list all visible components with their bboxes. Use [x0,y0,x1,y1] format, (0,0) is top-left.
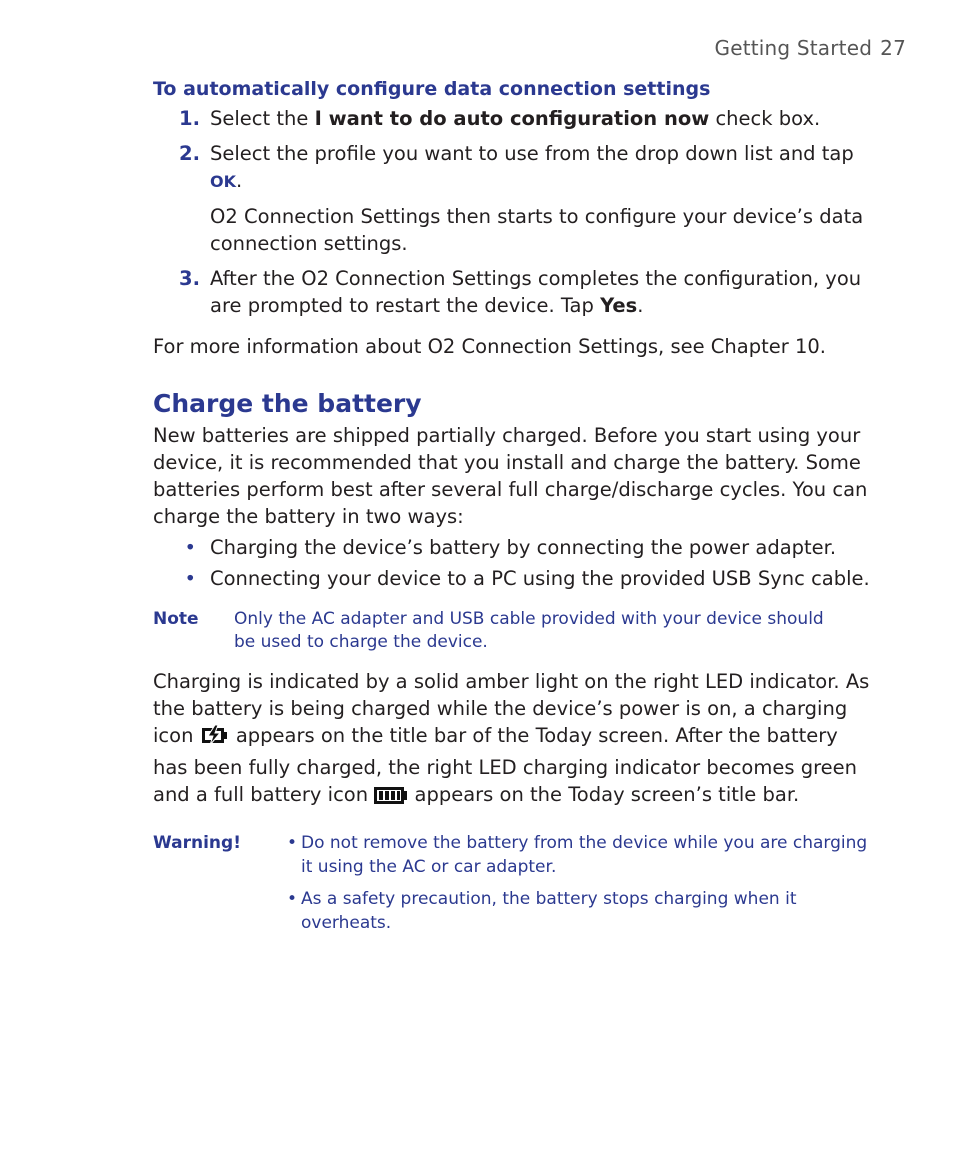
step-text: check box. [709,107,821,130]
bullet-marker: • [184,567,196,590]
intro-paragraph: New batteries are shipped partially charged. Before you start using your device, it is recommended that you install and charge the battery. Some batteries perform best after several full charge/discharge cycles. You can charge the battery in two ways: [153,424,868,528]
warning-item [287,831,873,879]
warning-list [287,831,873,943]
note-text: Only the AC adapter and USB cable provided with your device should be used to charge the device. [234,609,824,652]
list-item [153,534,873,561]
step-number: 1. [179,107,200,130]
page-number: 27 [880,36,906,60]
step-text: After the O2 Connection Settings completes the configuration, you are prompted to restart the device. Tap [210,267,862,317]
step-text: . [637,294,644,317]
paragraph-text: appears on the Today screen’s title bar. [408,783,800,806]
running-header [715,36,907,60]
bullet-marker: • [287,833,298,853]
ok-key-label: OK [210,172,236,191]
step-text: . [236,169,243,192]
note-label: Note [153,609,199,629]
warning-label: Warning! [153,833,241,853]
ui-term: Yes [600,294,638,317]
paragraph-text: Charging is indicated by a solid amber light on the right LED indicator. As the battery is being charged while the device’s power is on, a charging icon [153,670,870,747]
step-body [210,265,873,319]
warning-item [287,887,873,935]
procedure-step [153,105,873,132]
bullet-list [153,534,873,592]
step-number: 2. [179,142,200,165]
list-item-text: Connecting your device to a PC using the provided USB Sync cable. [210,567,870,590]
note-callout [153,608,873,654]
full-battery-icon [374,784,408,813]
page-content [153,76,873,943]
header-section-name: Getting Started [714,36,873,60]
list-item-text: Charging the device’s battery by connecting the power adapter. [210,536,837,559]
step-body [210,140,873,257]
bullet-marker: • [184,536,196,559]
procedure-step [153,140,873,257]
charging-paragraph [153,668,873,813]
list-item [153,565,873,592]
warning-item-text: Do not remove the battery from the device while you are charging it using the AC or car adapter. [301,833,868,877]
paragraph-text: appears on the title bar of the Today screen. After the battery has been fully charged, the right LED charging indicator becomes green and a full battery icon [153,724,858,806]
bullet-marker: • [287,889,298,909]
procedure-step [153,265,873,319]
section-heading: Charge the battery [153,389,422,418]
charging-battery-icon [200,723,230,754]
step-text: Select the [210,107,315,130]
ui-term: I want to do auto configuration now [314,107,710,130]
step-detail: O2 Connection Settings then starts to configure your device’s data connection settings. [210,205,864,255]
warning-item-text: As a safety precaution, the battery stops charging when it overheats. [301,889,797,933]
more-info-paragraph: For more information about O2 Connection Settings, see Chapter 10. [153,335,826,358]
procedure-title: To automatically configure data connection settings [153,78,711,100]
step-text: Select the profile you want to use from the drop down list and tap [210,142,854,165]
step-number: 3. [179,267,200,290]
step-body [210,105,873,132]
warning-callout [153,831,873,943]
